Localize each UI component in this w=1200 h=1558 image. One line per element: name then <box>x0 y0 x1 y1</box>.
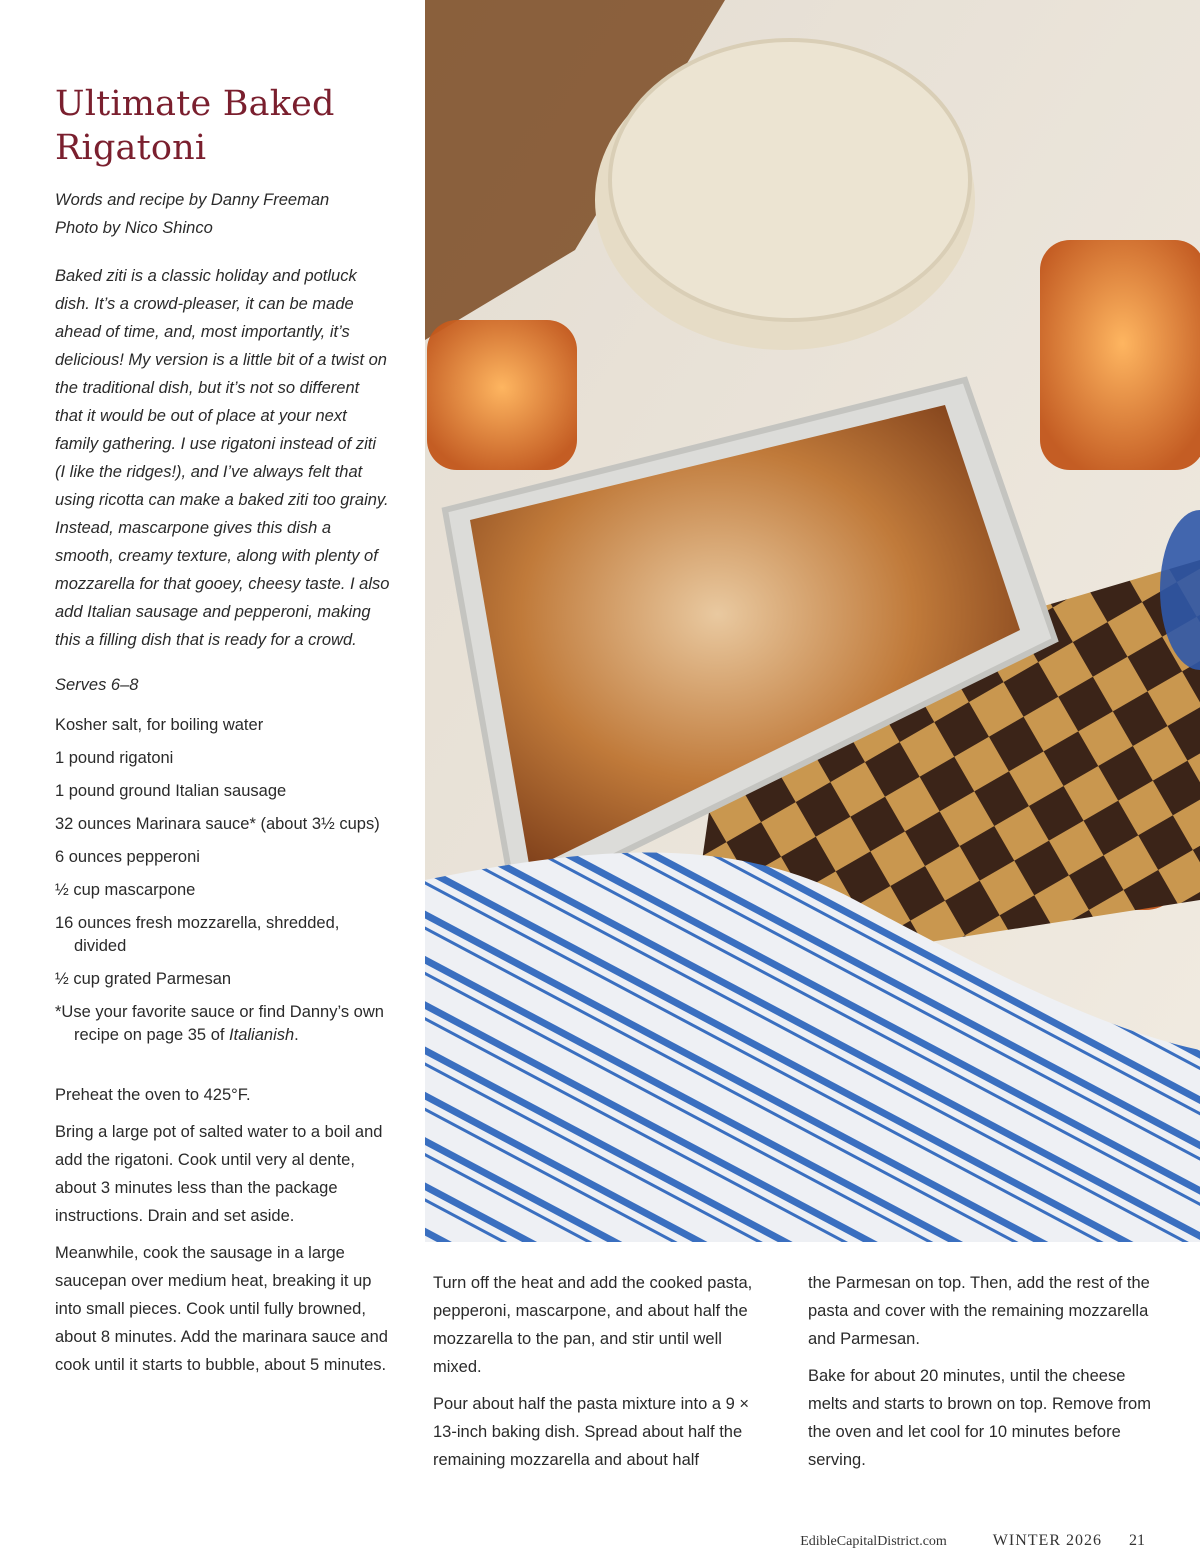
article-title <box>55 82 390 170</box>
sauce-footnote <box>55 1001 390 1047</box>
ingredient-list <box>55 714 390 1047</box>
ingredient-item: 1 pound rigatoni <box>55 749 174 767</box>
method-step: Pour about half the pasta mixture into a 9 × 13-inch baking dish. Spread about half the remaining mozzarella and about half <box>433 1395 749 1469</box>
method-step: Bake for about 20 minutes, until the cheese melts and starts to brown on top. Remove from the oven and let cool for 10 minutes before serving. <box>808 1367 1151 1469</box>
method-step: Turn off the heat and add the cooked pasta, pepperoni, mascarpone, and about half the mozzarella to the pan, and stir until well mixed. <box>433 1274 753 1376</box>
byline-words: Words and recipe by Danny Freeman <box>55 191 330 209</box>
ingredient-item: 1 pound ground Italian sausage <box>55 782 287 800</box>
byline-photo: Photo by Nico Shinco <box>55 219 213 237</box>
ingredient-item: Kosher salt, for boiling water <box>55 716 264 734</box>
food-photo <box>425 0 1200 1242</box>
serves-label: Serves 6–8 <box>55 676 139 694</box>
ingredient-item: ½ cup mascarpone <box>55 881 196 899</box>
footnote-end: . <box>294 1026 299 1044</box>
method-step: the Parmesan on top. Then, add the rest of the pasta and cover with the remaining mozzarella and Parmesan. <box>808 1274 1150 1348</box>
method-step: Preheat the oven to 425°F. <box>55 1086 251 1104</box>
footer-issue: WINTER 2026 <box>992 1532 1102 1549</box>
drink-glass-left <box>427 320 577 470</box>
method-steps-left <box>55 1081 390 1379</box>
page-footer <box>800 1532 1145 1550</box>
drink-glass-right-top <box>1040 240 1200 470</box>
ingredient-item: 32 ounces Marinara sauce* (about 3½ cups) <box>55 815 380 833</box>
title-line-2: Rigatoni <box>55 128 207 168</box>
middle-column <box>433 1269 775 1483</box>
method-step: Meanwhile, cook the sausage in a large saucepan over medium heat, breaking it up into small pieces. Cook until fully browned, about 8 minutes. Add the marinara sauce and cook until it starts to bubble, about 5 minutes. <box>55 1244 388 1374</box>
method-step: Bring a large pot of salted water to a boil and add the rigatoni. Cook until very al dente, about 3 minutes less than the package instructions. Drain and set aside. <box>55 1123 383 1225</box>
footnote-text: *Use your favorite sauce or find Danny’s own recipe on page 35 of <box>55 1003 384 1044</box>
left-column <box>55 82 390 1388</box>
ingredient-item: 6 ounces pepperoni <box>55 848 200 866</box>
footnote-book-title: Italianish <box>229 1026 295 1044</box>
page-number: 21 <box>1129 1532 1145 1549</box>
footer-site: EdibleCapitalDistrict.com <box>800 1534 947 1549</box>
right-column <box>808 1269 1153 1483</box>
plate-top <box>610 40 970 320</box>
title-line-1: Ultimate Baked <box>55 84 335 124</box>
ingredient-item: ½ cup grated Parmesan <box>55 970 232 988</box>
food-photo-illustration <box>425 0 1200 1242</box>
intro-paragraph: Baked ziti is a classic holiday and potluck dish. It’s a crowd-pleaser, it can be made ahead of time, and, most importantly, it’s delicious! My version is a little bit of a twist on the traditional dish, but it’s not so different that it would be out of place at your next family gathering. I use rigatoni instead of ziti (I like the ridges!), and I’ve always felt that using ricotta can make a baked ziti too grainy. Instead, mascarpone gives this dish a smooth, creamy texture, along with plenty of mozzarella for that gooey, cheesy taste. I also add Italian sausage and pepperoni, making this a filling dish that is ready for a crowd. <box>55 267 390 649</box>
ingredient-item: 16 ounces fresh mozzarella, shredded, divided <box>55 914 340 955</box>
